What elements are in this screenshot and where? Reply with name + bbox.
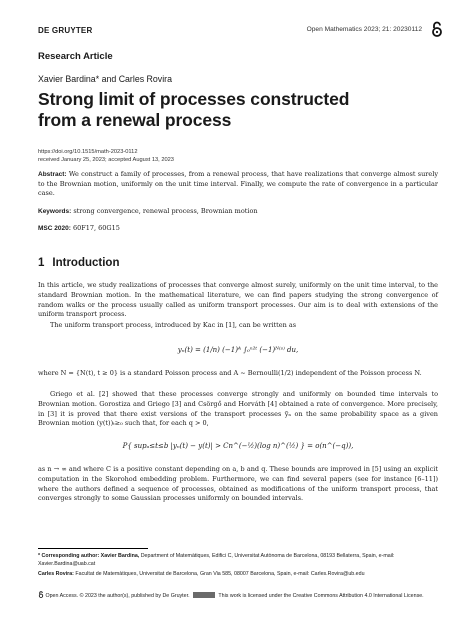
license-text-b: This work is licensed under the Creative Commons Attribution 4.0 International License. xyxy=(218,593,424,599)
open-access-small-icon xyxy=(38,591,44,598)
msc-classification xyxy=(38,224,438,234)
paragraph-5: as n → ∞ and where C is a positive constant depending on a, b and q. These bounds are improved in [5] using an explicit computation in the Skorohod embedding problem. Furthermore, we can find several papers (see for instance [6–11]) where the authors defined a sequence of processes, obtained as modifications of the uniform transport process, that converges strongly to some Gaussian processes uniformly on bounded intervals. xyxy=(38,465,438,503)
abstract xyxy=(38,170,438,199)
footnote-corresponding xyxy=(38,553,438,568)
footnote-corr-label: * Corresponding author: Xavier Bardina, xyxy=(38,553,140,559)
msc-text: 60F17, 60G15 xyxy=(72,224,120,232)
title-line-1: Strong limit of processes constructed xyxy=(38,89,350,109)
cc-by-badge-icon xyxy=(193,592,215,598)
license-text-a: Open Access. © 2023 the author(s), published by De Gruyter. xyxy=(45,593,190,599)
title-line-2: from a renewal process xyxy=(38,109,232,130)
msc-label: MSC 2020: xyxy=(38,225,71,232)
abstract-label: Abstract: xyxy=(38,171,67,178)
keywords xyxy=(38,207,438,217)
received-dates: received January 25, 2023; accepted August 13, 2023 xyxy=(38,157,174,163)
equation-2: P{ supₐ≤t≤b |yₙ(t) − y(t)| > Cn^(−½)(log n)^(½) } = o(n^(−q)), xyxy=(122,442,354,450)
authors: Xavier Bardina* and Carles Rovira xyxy=(38,74,172,84)
abstract-text: We construct a family of processes, from a renewal process, that have realizations that converge almost surely to the Brownian motion, uniformly on the unit time interval. Finally, we compute the rate of convergence in a particular case. xyxy=(38,170,438,198)
paragraph-2: The uniform transport process, introduced by Kac in [1], can be written as xyxy=(50,321,297,329)
keywords-label: Keywords: xyxy=(38,208,72,215)
keywords-text: strong convergence, renewal process, Brownian motion xyxy=(73,207,258,215)
license-footer xyxy=(38,591,448,601)
paragraph-1: In this article, we study realizations of processes that converge almost surely, uniformly on the unit time interval, to the standard Brownian motion. In the mathematical literature, we can find papers studying the strong convergence of random walks or the process usually called as uniform transport processes. Our aim is to deal with extensions of the uniform transport process. xyxy=(38,281,438,319)
paragraph-4: Griego et al. [2] showed that these processes converge strongly and uniformly on bounded time intervals to Brownian motion. Gorostiza and Griego [3] and Csörgő and Horváth [4] obtained a rate of convergence. More precisely, in [3] it is proved that there exist versions of the transport processes ỹₙ on the same probability space as a given Brownian motion (y(t))ₜ≥₀ such that, for each q > 0, xyxy=(38,390,438,428)
journal-citation: Open Mathematics 2023; 21: 20230112 xyxy=(306,26,422,33)
article-title xyxy=(38,89,438,130)
publisher-name: DE GRUYTER xyxy=(38,26,93,35)
footnote-rovira-label: Carles Rovira: xyxy=(38,571,74,577)
section-heading xyxy=(38,257,119,269)
footnote-rovira-text: Facultat de Matemàtiques, Universitat de Barcelona, Gran Via 585, 08007 Barcelona, Spain, e-mail: Carles.Rovira@ub.edu xyxy=(75,571,365,577)
section-title: Introduction xyxy=(52,257,120,269)
footnote-corr-text: Department of Matemàtiques, Edifici C, Universitat Autònoma de Barcelona, 08193 Bellaterra, Spain, e-mail: Xavier.Bardina@uab.cat xyxy=(38,553,395,567)
article-type: Research Article xyxy=(38,51,113,62)
footnote-rule xyxy=(38,548,148,549)
footnote-rovira xyxy=(38,571,438,579)
paragraph-3: where N = {N(t), t ≥ 0} is a standard Poisson process and A ~ Bernoulli(1/2) independent of the Poisson process N. xyxy=(38,369,422,377)
doi-link[interactable]: https://doi.org/10.1515/math-2023-0112 xyxy=(38,149,138,155)
section-number: 1 xyxy=(38,257,45,269)
equation-1: yₙ(t) = (1/n) (−1)ᴬ ∫₀ⁿ²ᵗ (−1)ᴺ⁽ˢ⁾ du, xyxy=(177,346,299,354)
open-access-icon xyxy=(430,21,444,37)
